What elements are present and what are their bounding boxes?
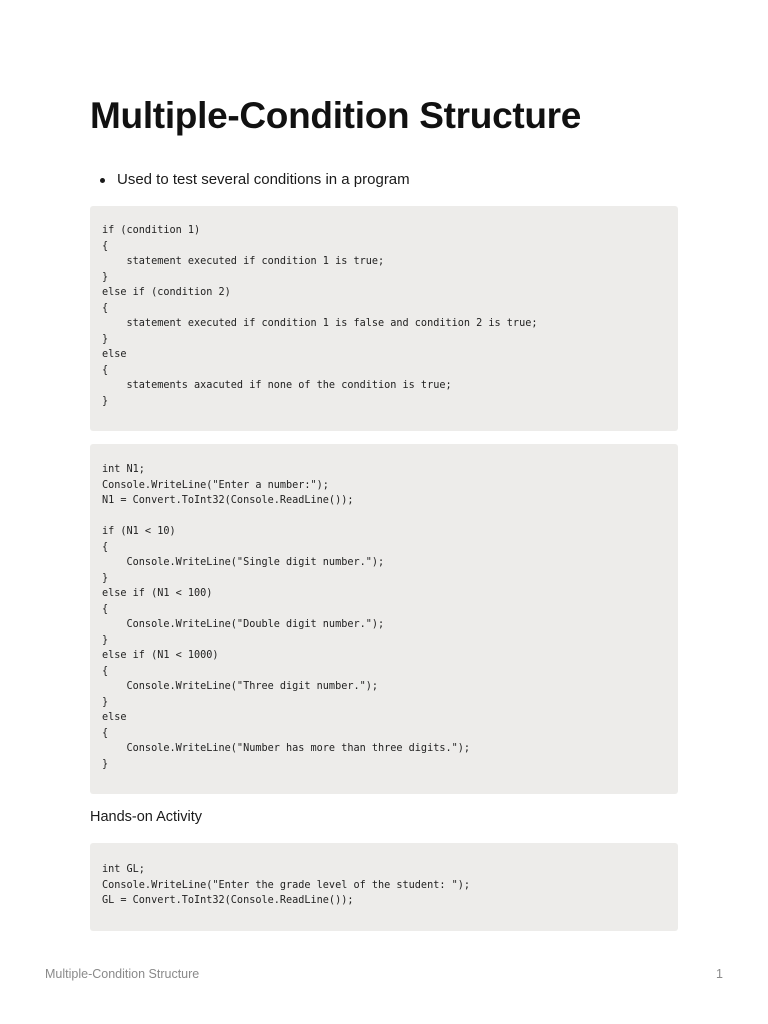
bullet-item: Used to test several conditions in a program (90, 170, 410, 190)
code-block-activity: int GL; Console.WriteLine("Enter the grade level of the student: "); GL = Convert.ToInt32(Console.ReadLine()); (90, 843, 678, 931)
footer-title: Multiple-Condition Structure (45, 967, 200, 981)
bullet-list (90, 170, 410, 190)
section-heading-hands-on: Hands-on Activity (90, 809, 203, 825)
page-title: Multiple-Condition Structure (90, 95, 582, 136)
code-block-example: int N1; Console.WriteLine("Enter a number:"); N1 = Convert.ToInt32(Console.ReadLine()); if (N1 < 10) { Console.WriteLine("Single digit number."); } else if (N1 < 100) { Console.WriteLine("Double digit number."); } else if (N1 < 1000) { Console.WriteLine("Three digit number."); } else { Console.WriteLine("Number has more than three digits."); } (90, 444, 678, 794)
page-number: 1 (716, 967, 723, 981)
code-block-syntax: if (condition 1) { statement executed if condition 1 is true; } else if (condition 2) { statement executed if condition 1 is false and condition 2 is true; } else { statements axacuted if none of the condition is true; } (90, 206, 678, 431)
